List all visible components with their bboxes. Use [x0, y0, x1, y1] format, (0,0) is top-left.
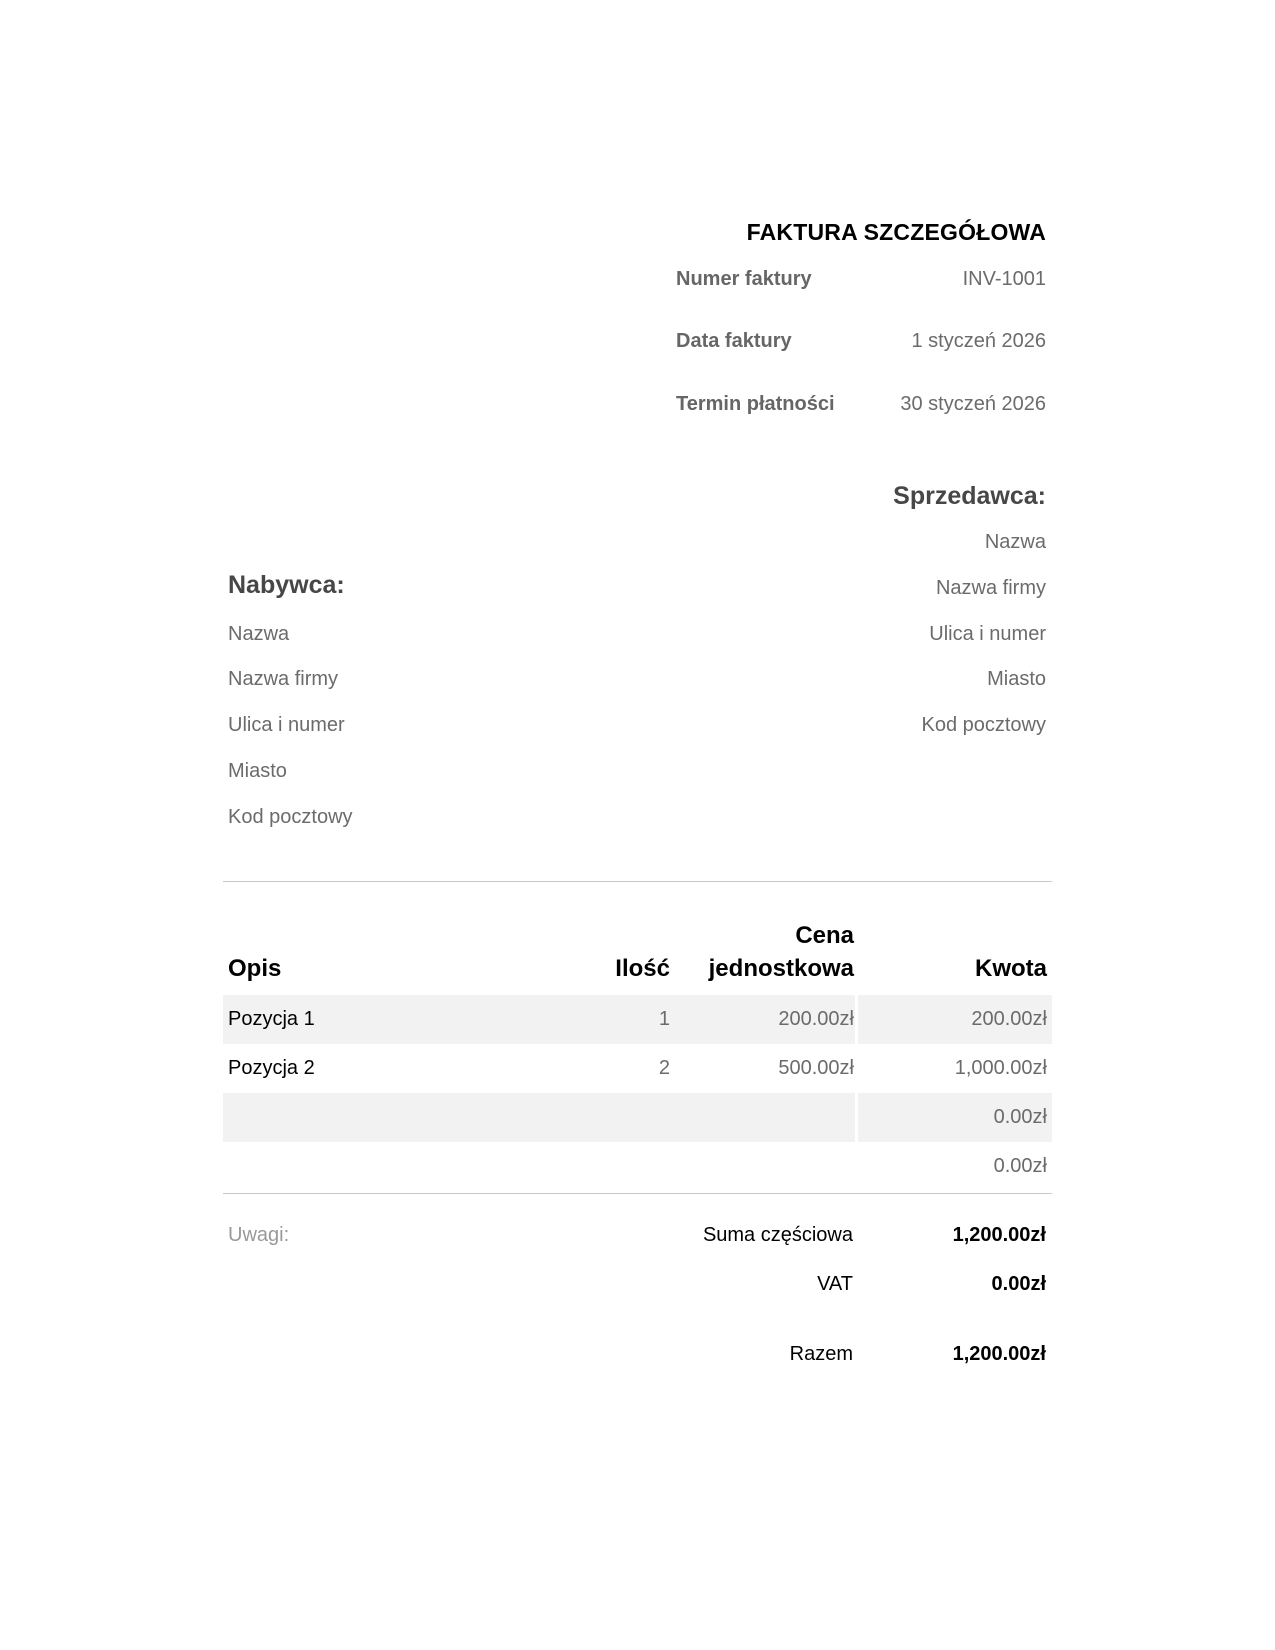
table-row: [223, 1044, 1052, 1093]
table-row: [223, 995, 1052, 1044]
header-unit-price-line1: Cena: [795, 922, 854, 949]
invoice-date-label: Data faktury: [676, 329, 792, 352]
subtotal-label: Suma częściowa: [702, 1224, 853, 1246]
header-amount: Kwota: [975, 955, 1047, 982]
row-amount: 1,000.00zł: [954, 1057, 1047, 1079]
buyer-street: Ulica i numer: [228, 714, 345, 736]
header-unit-price: [664, 919, 854, 985]
buyer-heading: Nabywca:: [228, 571, 345, 599]
invoice-number-label: Numer faktury: [676, 267, 812, 290]
total-label: Razem: [789, 1343, 853, 1365]
invoice-number-value: INV-1001: [962, 267, 1046, 290]
row-unit-price: 500.00zł: [778, 1057, 854, 1079]
subtotal-row: [640, 1224, 1046, 1252]
seller-street: Ulica i numer: [929, 623, 1046, 645]
table-row: [223, 1142, 1052, 1191]
section-divider: [223, 881, 1052, 882]
header-description: Opis: [228, 955, 282, 982]
row-quantity: 1: [658, 1008, 670, 1030]
row-unit-price: 200.00zł: [778, 1008, 854, 1030]
payment-due-row: [676, 391, 1046, 417]
total-value: 1,200.00zł: [952, 1343, 1046, 1365]
total-row: [640, 1343, 1046, 1371]
buyer-city: Miasto: [228, 760, 287, 782]
header-quantity: Ilość: [615, 955, 670, 982]
table-row: [223, 1093, 1052, 1142]
payment-due-value: 30 styczeń 2026: [900, 392, 1046, 415]
notes-label: Uwagi:: [228, 1224, 290, 1246]
table-header: [223, 917, 1052, 995]
subtotal-value: 1,200.00zł: [952, 1224, 1046, 1246]
vat-row: [640, 1273, 1046, 1301]
invoice-title: FAKTURA SZCZEGÓŁOWA: [746, 219, 1046, 245]
header-unit-price-line2: jednostkowa: [708, 955, 854, 982]
row-description: Pozycja 2: [228, 1057, 315, 1079]
seller-postal-code: Kod pocztowy: [921, 714, 1046, 736]
invoice-number-row: [676, 266, 1046, 292]
seller-name: Nazwa: [984, 531, 1046, 553]
payment-due-label: Termin płatności: [676, 392, 835, 415]
buyer-company: Nazwa firmy: [228, 668, 339, 690]
row-amount: 0.00zł: [993, 1106, 1047, 1128]
buyer-postal-code: Kod pocztowy: [228, 806, 353, 828]
seller-company: Nazwa firmy: [935, 577, 1046, 599]
table-bottom-divider: [223, 1193, 1052, 1194]
seller-heading: Sprzedawca:: [893, 482, 1046, 510]
invoice-date-row: [676, 328, 1046, 354]
row-amount: 0.00zł: [993, 1155, 1047, 1177]
vat-label: VAT: [817, 1273, 853, 1295]
row-quantity: 2: [658, 1057, 670, 1079]
invoice-date-value: 1 styczeń 2026: [911, 329, 1046, 352]
items-table: [223, 917, 1052, 1191]
row-amount: 200.00zł: [971, 1008, 1047, 1030]
seller-city: Miasto: [987, 668, 1046, 690]
buyer-name: Nazwa: [228, 623, 290, 645]
row-description: Pozycja 1: [228, 1008, 315, 1030]
vat-value: 0.00zł: [991, 1273, 1046, 1295]
